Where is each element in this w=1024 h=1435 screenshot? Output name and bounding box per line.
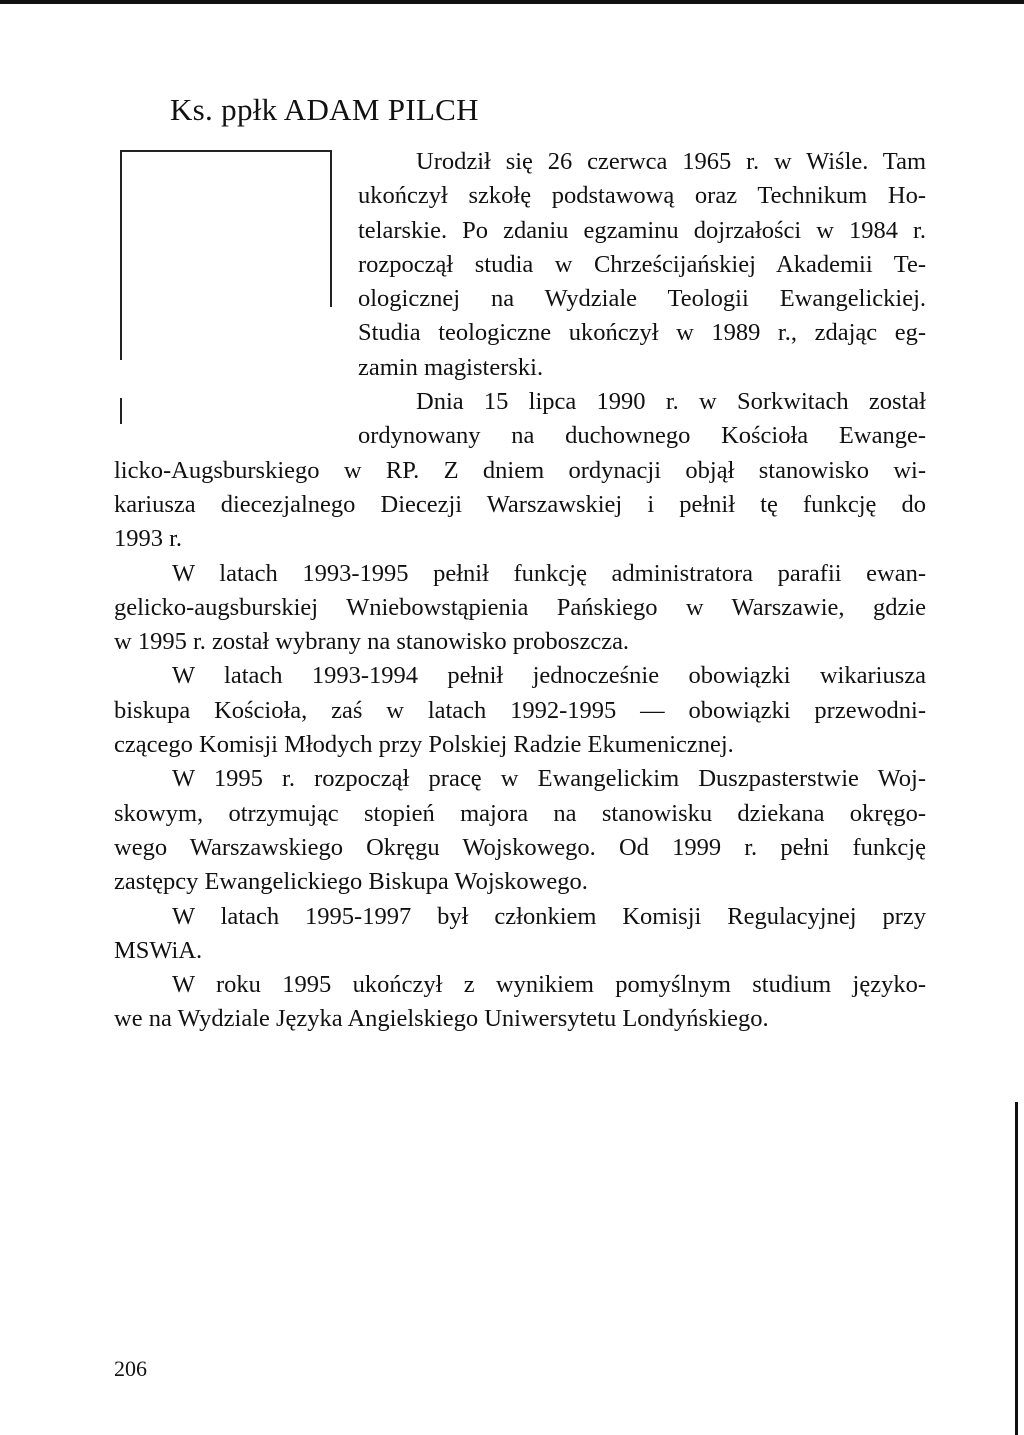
- paragraph-administrator: [114, 557, 926, 660]
- text-line: licko-Augsburskiego w RP. Z dniem ordynacji objął stanowisko wi-: [114, 456, 926, 484]
- biography-wrapped-text: [358, 145, 926, 454]
- paragraph-vicar-duties: [114, 659, 926, 762]
- text-line: zastępcy Ewangelickiego Biskupa Wojskowego.: [114, 868, 588, 896]
- text-line: skowym, otrzymując stopień majora na stanowisku dziekana okręgo-: [114, 799, 926, 827]
- text-line: wego Warszawskiego Okręgu Wojskowego. Od 1999 r. pełni funkcję: [114, 833, 926, 861]
- text-line: W roku 1995 ukończył z wynikiem pomyślnym studium języko-: [172, 971, 926, 999]
- text-line: Urodził się 26 czerwca 1965 r. w Wiśle. Tam: [416, 148, 926, 175]
- text-line: W latach 1995-1997 był członkiem Komisji Regulacyjnej przy: [172, 902, 926, 930]
- biography-text: [114, 145, 926, 1037]
- paragraph-language-studies: [114, 968, 926, 1037]
- text-line: gelicko-augsburskiej Wniebowstąpienia Pańskiego w Warszawie, gdzie: [114, 593, 926, 621]
- text-line: W latach 1993-1995 pełnił funkcję administratora parafii ewan-: [172, 559, 926, 587]
- text-line: MSWiA.: [114, 936, 203, 964]
- paragraph-military-ministry: [114, 762, 926, 899]
- text-line: W latach 1993-1994 pełnił jednocześnie obowiązki wikariusza: [172, 662, 926, 690]
- text-line: W 1995 r. rozpoczął pracę w Ewangelickim Duszpasterstwie Woj-: [172, 765, 926, 793]
- paragraph-ordination-start: [358, 385, 926, 454]
- top-edge-rule: [0, 0, 1024, 4]
- text-line: biskupa Kościoła, zaś w latach 1992-1995 — obowiązki przewodni-: [114, 696, 926, 724]
- page-number: 206: [114, 1356, 147, 1381]
- text-line: czącego Komisji Młodych przy Polskiej Radzie Ekumenicznej.: [114, 731, 734, 759]
- text-line: ordynowany na duchownego Kościoła Ewange-: [358, 422, 926, 450]
- text-line: zamin magisterski.: [358, 353, 544, 381]
- text-line: ologicznej na Wydziale Teologii Ewangelickiej.: [358, 285, 926, 313]
- text-line: rozpoczął studia w Chrześcijańskiej Akademii Te-: [358, 250, 926, 278]
- text-line: telarskie. Po zdaniu egzaminu dojrzałości w 1984 r.: [358, 216, 926, 244]
- right-edge-rule: [1015, 1102, 1018, 1435]
- text-line: we na Wydziale Języka Angielskiego Uniwersytetu Londyńskiego.: [114, 1005, 769, 1033]
- text-line: Studia teologiczne ukończył w 1989 r., zdając eg-: [358, 319, 926, 347]
- paragraph-commission: [114, 900, 926, 969]
- paragraph-birth-education: [358, 145, 926, 385]
- text-line: Dnia 15 lipca 1990 r. w Sorkwitach został: [416, 388, 926, 416]
- paragraph-ordination-continued: [114, 454, 926, 557]
- text-line: w 1995 r. został wybrany na stanowisko proboszcza.: [114, 628, 630, 656]
- text-line: ukończył szkołę podstawową oraz Technikum Ho-: [358, 182, 926, 210]
- text-line: kariusza diecezjalnego Diecezji Warszawskiej i pełnił tę funkcję do: [114, 490, 926, 518]
- text-line: 1993 r.: [114, 525, 183, 553]
- page-title: Ks. ppłk ADAM PILCH: [170, 92, 479, 127]
